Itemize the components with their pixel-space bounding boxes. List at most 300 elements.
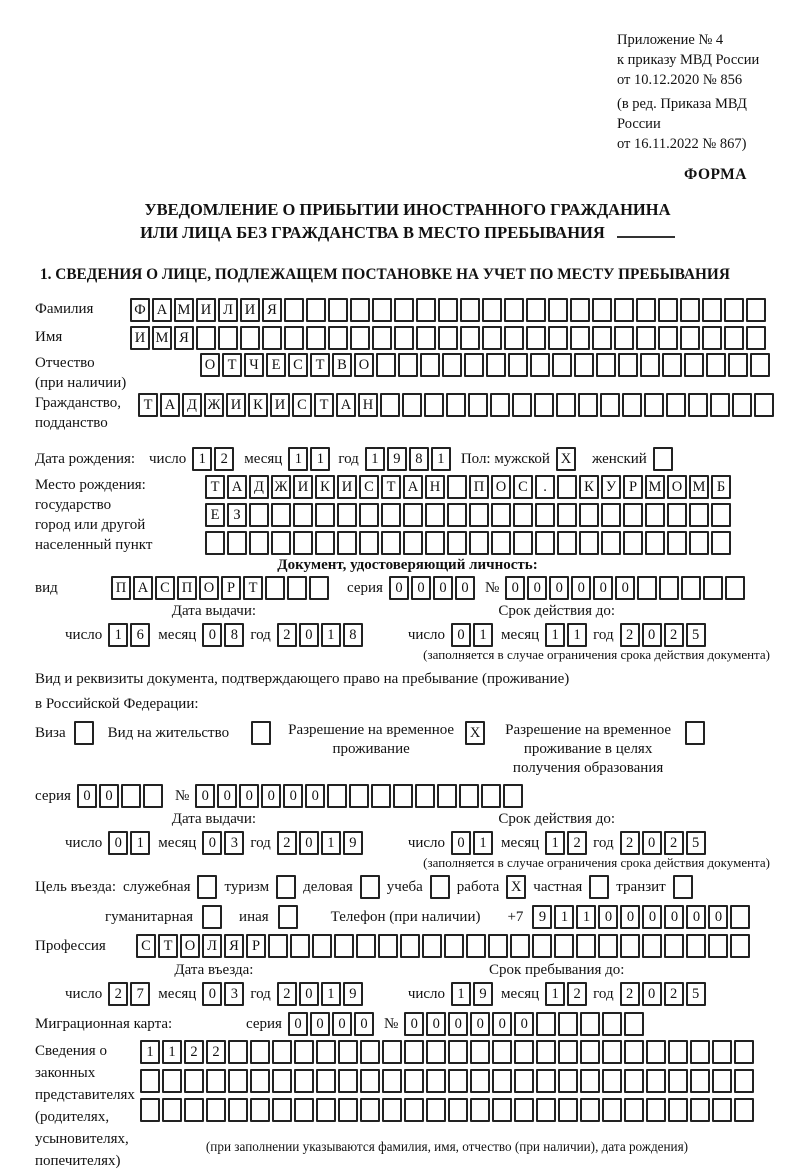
char-cell[interactable]: Ж [271,475,291,499]
char-cell[interactable]: 1 [321,831,341,855]
char-cell[interactable] [636,326,656,350]
char-cell[interactable]: 0 [549,576,569,600]
char-cell[interactable] [728,353,748,377]
char-cell[interactable]: 1 [473,623,493,647]
stay-year-boxes[interactable] [620,982,706,1006]
char-cell[interactable] [734,1098,754,1122]
char-cell[interactable]: 6 [130,623,150,647]
char-cell[interactable]: 7 [130,982,150,1006]
char-cell[interactable]: 1 [554,905,574,929]
char-cell[interactable]: 0 [527,576,547,600]
char-cell[interactable] [668,1069,688,1093]
char-cell[interactable]: М [689,475,709,499]
char-cell[interactable]: Т [138,393,158,417]
char-cell[interactable] [380,393,400,417]
char-cell[interactable] [598,934,618,958]
identity-issue-year-boxes[interactable] [277,623,363,647]
char-cell[interactable] [448,1040,468,1064]
char-cell[interactable] [690,1040,710,1064]
purpose-private-checkbox[interactable] [589,875,609,899]
char-cell[interactable]: О [199,576,219,600]
temp-residence-checkbox[interactable]: X [465,721,485,745]
char-cell[interactable]: 0 [299,982,319,1006]
char-cell[interactable]: 0 [202,982,222,1006]
residence-series-boxes[interactable] [77,784,163,808]
char-cell[interactable]: 9 [473,982,493,1006]
char-cell[interactable] [724,298,744,322]
char-cell[interactable] [424,393,444,417]
char-cell[interactable] [272,1040,292,1064]
char-cell[interactable] [121,784,141,808]
char-cell[interactable] [535,531,555,555]
char-cell[interactable]: 1 [288,447,308,471]
char-cell[interactable]: 1 [545,831,565,855]
residence-expiry-month-boxes[interactable] [545,831,587,855]
char-cell[interactable]: 2 [664,623,684,647]
char-cell[interactable] [466,934,486,958]
char-cell[interactable] [402,393,422,417]
char-cell[interactable] [381,531,401,555]
char-cell[interactable]: 1 [130,831,150,855]
char-cell[interactable] [510,934,530,958]
char-cell[interactable]: О [667,475,687,499]
char-cell[interactable]: 0 [593,576,613,600]
char-cell[interactable]: С [136,934,156,958]
char-cell[interactable] [644,393,664,417]
char-cell[interactable] [404,1098,424,1122]
char-cell[interactable]: 2 [664,982,684,1006]
char-cell[interactable]: Я [262,298,282,322]
char-cell[interactable] [328,298,348,322]
char-cell[interactable]: 0 [108,831,128,855]
char-cell[interactable] [534,393,554,417]
char-cell[interactable] [514,1098,534,1122]
char-cell[interactable] [492,1098,512,1122]
char-cell[interactable] [416,326,436,350]
char-cell[interactable] [337,531,357,555]
char-cell[interactable] [403,531,423,555]
char-cell[interactable]: 1 [162,1040,182,1064]
char-cell[interactable] [350,298,370,322]
char-cell[interactable]: 2 [620,623,640,647]
char-cell[interactable] [184,1069,204,1093]
char-cell[interactable] [143,784,163,808]
sex-male-checkbox[interactable]: X [556,447,576,471]
char-cell[interactable] [580,1069,600,1093]
char-cell[interactable] [426,1040,446,1064]
char-cell[interactable] [681,576,701,600]
char-cell[interactable] [482,298,502,322]
char-cell[interactable] [360,1098,380,1122]
char-cell[interactable] [338,1040,358,1064]
char-cell[interactable]: М [174,298,194,322]
char-cell[interactable]: Ж [204,393,224,417]
char-cell[interactable] [294,1069,314,1093]
birthplace-boxes-row3[interactable] [205,531,731,555]
char-cell[interactable] [535,503,555,527]
char-cell[interactable]: 9 [343,982,363,1006]
char-cell[interactable] [309,576,329,600]
char-cell[interactable]: 1 [545,623,565,647]
char-cell[interactable] [422,934,442,958]
char-cell[interactable]: Е [266,353,286,377]
char-cell[interactable]: Т [158,934,178,958]
char-cell[interactable]: 1 [473,831,493,855]
char-cell[interactable] [382,1069,402,1093]
char-cell[interactable]: 0 [299,623,319,647]
purpose-work-checkbox[interactable]: X [506,875,526,899]
char-cell[interactable]: 0 [620,905,640,929]
char-cell[interactable] [284,298,304,322]
char-cell[interactable] [503,784,523,808]
char-cell[interactable] [708,934,728,958]
char-cell[interactable] [448,1098,468,1122]
char-cell[interactable]: Л [202,934,222,958]
char-cell[interactable] [732,393,752,417]
identity-expiry-year-boxes[interactable] [620,623,706,647]
char-cell[interactable] [140,1069,160,1093]
char-cell[interactable] [592,326,612,350]
char-cell[interactable] [249,503,269,527]
char-cell[interactable]: Т [205,475,225,499]
char-cell[interactable]: 0 [202,831,222,855]
char-cell[interactable]: 0 [514,1012,534,1036]
char-cell[interactable]: 0 [598,905,618,929]
char-cell[interactable] [557,475,577,499]
char-cell[interactable] [400,934,420,958]
char-cell[interactable]: 3 [224,982,244,1006]
char-cell[interactable] [690,1098,710,1122]
char-cell[interactable] [316,1069,336,1093]
char-cell[interactable]: 1 [545,982,565,1006]
char-cell[interactable] [624,1040,644,1064]
char-cell[interactable] [360,1069,380,1093]
char-cell[interactable] [447,531,467,555]
char-cell[interactable]: 0 [217,784,237,808]
name-boxes[interactable] [130,326,766,350]
char-cell[interactable]: А [133,576,153,600]
char-cell[interactable]: А [227,475,247,499]
char-cell[interactable] [548,298,568,322]
char-cell[interactable] [464,353,484,377]
char-cell[interactable] [228,1069,248,1093]
surname-boxes[interactable] [130,298,766,322]
char-cell[interactable]: 1 [321,982,341,1006]
char-cell[interactable] [570,326,590,350]
char-cell[interactable]: 0 [99,784,119,808]
char-cell[interactable]: Т [314,393,334,417]
char-cell[interactable]: 2 [567,831,587,855]
char-cell[interactable] [334,934,354,958]
char-cell[interactable]: 0 [332,1012,352,1036]
char-cell[interactable] [438,326,458,350]
char-cell[interactable] [558,1012,578,1036]
char-cell[interactable] [558,1069,578,1093]
char-cell[interactable] [293,503,313,527]
char-cell[interactable] [558,1098,578,1122]
char-cell[interactable] [556,393,576,417]
char-cell[interactable] [557,503,577,527]
char-cell[interactable] [403,503,423,527]
char-cell[interactable] [504,326,524,350]
char-cell[interactable] [637,576,657,600]
char-cell[interactable]: И [130,326,150,350]
char-cell[interactable] [394,326,414,350]
char-cell[interactable] [218,326,238,350]
char-cell[interactable]: 0 [455,576,475,600]
char-cell[interactable] [416,298,436,322]
char-cell[interactable]: 0 [283,784,303,808]
temp-residence-edu-checkbox[interactable] [685,721,705,745]
char-cell[interactable] [690,1069,710,1093]
char-cell[interactable]: 0 [261,784,281,808]
char-cell[interactable] [579,531,599,555]
entry-month-boxes[interactable] [202,982,244,1006]
char-cell[interactable] [469,531,489,555]
char-cell[interactable]: Е [205,503,225,527]
residence-issue-day-boxes[interactable] [108,831,150,855]
char-cell[interactable] [393,784,413,808]
char-cell[interactable] [482,326,502,350]
char-cell[interactable]: 2 [206,1040,226,1064]
char-cell[interactable]: И [226,393,246,417]
char-cell[interactable] [470,1069,490,1093]
char-cell[interactable]: Н [425,475,445,499]
char-cell[interactable] [624,1098,644,1122]
char-cell[interactable]: 0 [451,623,471,647]
doc-number-boxes[interactable] [505,576,745,600]
char-cell[interactable] [272,1098,292,1122]
char-cell[interactable]: А [152,298,172,322]
char-cell[interactable]: 0 [642,623,662,647]
char-cell[interactable] [576,934,596,958]
char-cell[interactable] [689,531,709,555]
char-cell[interactable] [574,353,594,377]
char-cell[interactable]: С [292,393,312,417]
char-cell[interactable] [702,326,722,350]
char-cell[interactable] [382,1040,402,1064]
representatives-boxes-row1[interactable] [140,1040,754,1064]
char-cell[interactable]: К [315,475,335,499]
char-cell[interactable]: 5 [686,982,706,1006]
char-cell[interactable] [624,1012,644,1036]
char-cell[interactable] [306,298,326,322]
char-cell[interactable]: Ч [244,353,264,377]
char-cell[interactable]: 8 [409,447,429,471]
char-cell[interactable] [312,934,332,958]
char-cell[interactable] [327,784,347,808]
char-cell[interactable]: К [248,393,268,417]
char-cell[interactable]: В [332,353,352,377]
residence-issue-year-boxes[interactable] [277,831,363,855]
char-cell[interactable] [750,353,770,377]
char-cell[interactable]: 0 [451,831,471,855]
char-cell[interactable] [526,298,546,322]
char-cell[interactable] [730,934,750,958]
char-cell[interactable]: 1 [192,447,212,471]
char-cell[interactable] [536,1098,556,1122]
char-cell[interactable] [614,326,634,350]
char-cell[interactable] [447,475,467,499]
entry-day-boxes[interactable] [108,982,150,1006]
char-cell[interactable]: 0 [664,905,684,929]
stay-month-boxes[interactable] [545,982,587,1006]
char-cell[interactable]: 0 [404,1012,424,1036]
char-cell[interactable] [645,531,665,555]
purpose-official-checkbox[interactable] [197,875,217,899]
char-cell[interactable]: Н [358,393,378,417]
representatives-boxes-row2[interactable] [140,1069,754,1093]
birth-year-boxes[interactable] [365,447,451,471]
char-cell[interactable]: Т [222,353,242,377]
char-cell[interactable] [664,934,684,958]
char-cell[interactable] [470,1098,490,1122]
citizenship-boxes[interactable] [138,393,774,417]
char-cell[interactable] [446,393,466,417]
char-cell[interactable] [459,784,479,808]
char-cell[interactable] [724,326,744,350]
char-cell[interactable] [184,1098,204,1122]
char-cell[interactable] [514,1040,534,1064]
char-cell[interactable] [444,934,464,958]
char-cell[interactable] [646,1040,666,1064]
char-cell[interactable]: 1 [576,905,596,929]
char-cell[interactable] [710,393,730,417]
char-cell[interactable] [532,934,552,958]
char-cell[interactable] [730,905,750,929]
char-cell[interactable]: П [111,576,131,600]
char-cell[interactable] [688,393,708,417]
char-cell[interactable] [196,326,216,350]
char-cell[interactable]: . [535,475,555,499]
residence-expiry-day-boxes[interactable] [451,831,493,855]
char-cell[interactable]: Т [381,475,401,499]
char-cell[interactable] [162,1098,182,1122]
char-cell[interactable]: И [337,475,357,499]
char-cell[interactable]: 2 [277,982,297,1006]
char-cell[interactable]: 3 [224,831,244,855]
char-cell[interactable]: 0 [642,982,662,1006]
representatives-boxes-row3[interactable] [140,1098,754,1122]
char-cell[interactable]: 2 [214,447,234,471]
char-cell[interactable]: 0 [642,831,662,855]
char-cell[interactable] [290,934,310,958]
char-cell[interactable] [378,934,398,958]
char-cell[interactable] [228,1098,248,1122]
char-cell[interactable] [686,934,706,958]
char-cell[interactable] [316,1040,336,1064]
char-cell[interactable] [614,298,634,322]
char-cell[interactable] [460,326,480,350]
char-cell[interactable] [468,393,488,417]
char-cell[interactable] [514,1069,534,1093]
char-cell[interactable] [618,353,638,377]
identity-expiry-month-boxes[interactable] [545,623,587,647]
char-cell[interactable] [271,503,291,527]
char-cell[interactable]: 0 [389,576,409,600]
char-cell[interactable]: 0 [202,623,222,647]
char-cell[interactable] [712,1098,732,1122]
char-cell[interactable] [425,503,445,527]
char-cell[interactable] [640,353,660,377]
char-cell[interactable] [667,531,687,555]
char-cell[interactable] [623,503,643,527]
char-cell[interactable]: 8 [343,623,363,647]
char-cell[interactable]: 0 [239,784,259,808]
char-cell[interactable] [620,934,640,958]
birth-day-boxes[interactable] [192,447,234,471]
char-cell[interactable]: 0 [505,576,525,600]
char-cell[interactable] [293,531,313,555]
purpose-business-checkbox[interactable] [360,875,380,899]
char-cell[interactable] [754,393,774,417]
char-cell[interactable] [659,576,679,600]
char-cell[interactable] [337,503,357,527]
identity-expiry-day-boxes[interactable] [451,623,493,647]
char-cell[interactable]: С [288,353,308,377]
char-cell[interactable]: 0 [470,1012,490,1036]
char-cell[interactable] [356,934,376,958]
birthplace-boxes-row1[interactable] [205,475,731,499]
char-cell[interactable] [580,1098,600,1122]
char-cell[interactable]: Р [246,934,266,958]
char-cell[interactable] [504,298,524,322]
char-cell[interactable] [306,326,326,350]
sex-female-checkbox[interactable] [653,447,673,471]
char-cell[interactable] [602,1098,622,1122]
char-cell[interactable] [557,531,577,555]
phone-boxes[interactable] [532,905,750,929]
char-cell[interactable] [382,1098,402,1122]
char-cell[interactable]: 1 [108,623,128,647]
char-cell[interactable]: 0 [571,576,591,600]
char-cell[interactable]: И [270,393,290,417]
char-cell[interactable] [272,1069,292,1093]
char-cell[interactable] [437,784,457,808]
identity-issue-month-boxes[interactable] [202,623,244,647]
char-cell[interactable] [668,1098,688,1122]
char-cell[interactable]: М [152,326,172,350]
char-cell[interactable] [530,353,550,377]
char-cell[interactable] [381,503,401,527]
char-cell[interactable]: 5 [686,831,706,855]
char-cell[interactable] [592,298,612,322]
char-cell[interactable] [536,1040,556,1064]
char-cell[interactable]: П [469,475,489,499]
char-cell[interactable] [206,1098,226,1122]
char-cell[interactable] [703,576,723,600]
char-cell[interactable]: 2 [567,982,587,1006]
char-cell[interactable] [438,298,458,322]
char-cell[interactable] [658,326,678,350]
char-cell[interactable] [294,1040,314,1064]
char-cell[interactable]: К [579,475,599,499]
char-cell[interactable] [536,1069,556,1093]
birth-month-boxes[interactable] [288,447,330,471]
char-cell[interactable] [294,1098,314,1122]
char-cell[interactable] [338,1069,358,1093]
char-cell[interactable] [420,353,440,377]
char-cell[interactable] [228,1040,248,1064]
char-cell[interactable]: Я [174,326,194,350]
char-cell[interactable]: И [293,475,313,499]
char-cell[interactable]: Р [623,475,643,499]
char-cell[interactable] [250,1098,270,1122]
char-cell[interactable] [287,576,307,600]
char-cell[interactable] [712,1040,732,1064]
char-cell[interactable]: 0 [615,576,635,600]
char-cell[interactable]: 9 [387,447,407,471]
